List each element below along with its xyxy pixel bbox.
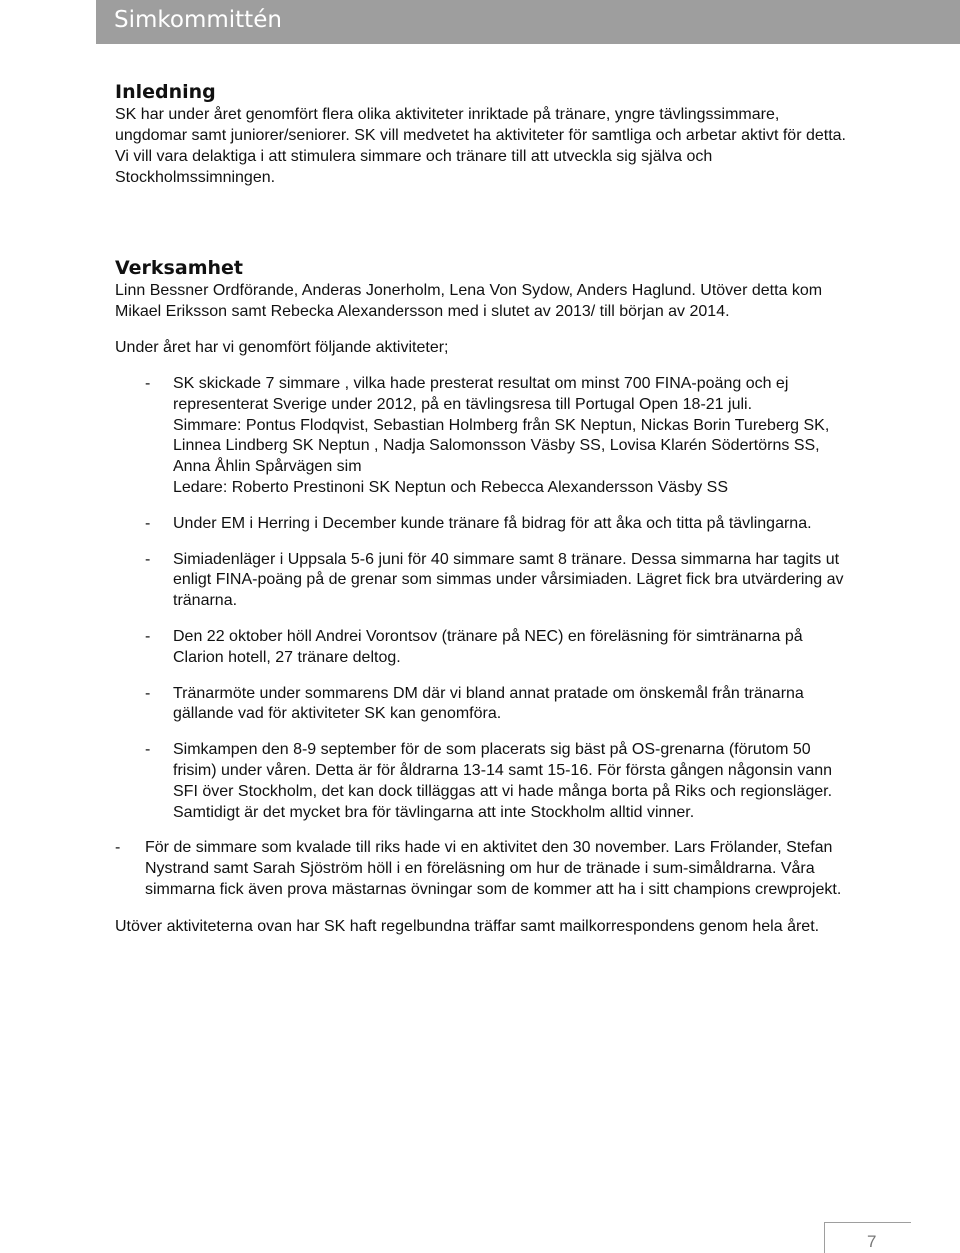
list-item (115, 740, 855, 823)
spacer (115, 322, 855, 337)
list-item (115, 627, 855, 669)
spacer (115, 188, 855, 256)
list-dash: - (145, 550, 151, 568)
list-dash: - (115, 839, 121, 857)
list-item-leaders: Ledare: Roberto Prestinoni SK Neptun och Rebecca Alexandersson Väsby SS (173, 478, 728, 496)
list-item (115, 550, 855, 612)
verksamhet-heading: Verksamhet (115, 257, 243, 279)
intro-paragraph: SK har under året genomfört flera olika aktiviteter inriktade på tränare, yngre tävlingssimmare, ungdomar samt juniorer/seniorer. SK vill medvetet ha aktiviteter för samtliga och arbetar aktivt för detta. Vi vill vara delaktiga i att stimulera simmare och tränare till att utveckla sig själva och Stockholmssimningen. (115, 106, 846, 186)
page-title: Simkommittén (114, 7, 282, 33)
list-item (115, 838, 855, 900)
list-dash: - (145, 741, 151, 759)
closing-paragraph: Utöver aktiviteterna ovan har SK haft regelbundna träffar samt mailkorrespondens genom hela året. (115, 917, 820, 935)
list-dash: - (145, 375, 151, 392)
activities-lead: Under året har vi genomfört följande aktiviteter; (115, 339, 449, 356)
list-item-text: Simkampen den 8-9 september för de som placerats sig bäst på OS-grenarna (förutom 50 frisim) under våren. Detta är för åldrarna 13-14 samt 15-16. För första gången någonsin vann SFI över Stockholm, det kan dock tilläggas att vi hade många borta på Riks och regionsläger. Samtidigt är det mycket bra för tävlingarna att inte Stockholm alltid vinner. (173, 741, 833, 821)
list-item-text: Under EM i Herring i December kunde tränare få bidrag för att åka och titta på tävlingarna. (173, 514, 812, 532)
page-footer (824, 1222, 911, 1253)
verksamhet-paragraph: Linn Bessner Ordförande, Anderas Jonerholm, Lena Von Sydow, Anders Haglund. Utöver detta kom Mikael Eriksson samt Rebecka Alexandersson med i slutet av 2013/ till början av 2014. (115, 282, 823, 320)
list-item (115, 374, 855, 499)
header-bar (96, 0, 960, 44)
activities-list (115, 374, 855, 901)
document-body (115, 80, 855, 937)
page-number: 7 (867, 1232, 877, 1251)
list-item-text: Tränarmöte under sommarens DM där vi bland annat pratade om önskemål från tränarna gällande vad för aktiviteter SK kan genomföra. (173, 684, 804, 723)
list-item (115, 684, 855, 726)
list-item-text: SK skickade 7 simmare , vilka hade presterat resultat om minst 700 FINA-poäng och ej representerat Sverige under 2012, på en tävlingsresa till Portugal Open 18-21 juli. (173, 375, 789, 413)
list-item (115, 514, 855, 535)
list-dash: - (145, 514, 151, 532)
list-item-text: Simiadenläger i Uppsala 5-6 juni för 40 simmare samt 8 tränare. Dessa simmarna har tagits ut enligt FINA-poäng på de grenar som simmas under vårsimiaden. Lägret fick bra utvärdering av tränarna. (173, 550, 844, 610)
list-item-swimmers: Simmare: Pontus Flodqvist, Sebastian Holmberg från SK Neptun, Nickas Borin Tureberg SK, Linnea Lindberg SK Neptun , Nadja Salomonsson Väsby SS, Lovisa Klarén Södertörns SS, Anna Åhlin Spårvägen sim (173, 416, 830, 476)
list-dash: - (145, 684, 151, 702)
list-dash: - (145, 627, 151, 645)
list-item-text: För de simmare som kvalade till riks hade vi en aktivitet den 30 november. Lars Frölander, Stefan Nystrand samt Sarah Sjöström höll i en föreläsning om hur de tränade i sum-simåldrarna. Våra simmarna fick även prova mästarnas övningar som de kommer att ha i sitt champions crewprojekt. (145, 839, 842, 898)
list-item-text: Den 22 oktober höll Andrei Vorontsov (tränare på NEC) en föreläsning för simtränarna på Clarion hotell, 27 tränare deltog. (173, 627, 803, 666)
intro-heading: Inledning (115, 81, 216, 103)
